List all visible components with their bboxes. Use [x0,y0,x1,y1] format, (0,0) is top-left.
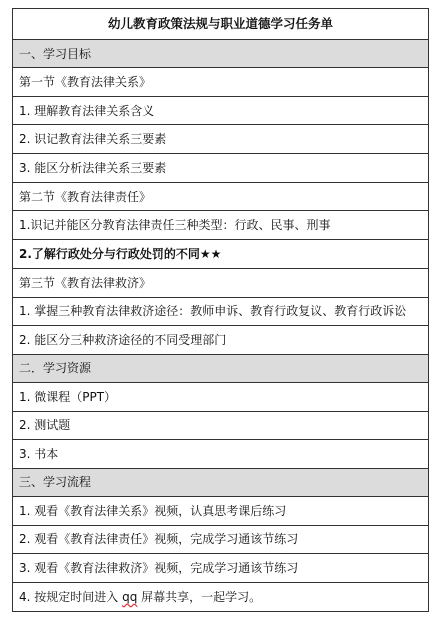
table-cell: 2. 能区分三种救济途径的不同受理部门 [13,326,429,355]
goal-line [13,68,429,97]
task-table [12,8,429,612]
table-cell: 1. 微课程（PPT） [13,382,429,411]
table-cell: 1. 掌握三种教育法律救济途径：教师申诉、教育行政复议、教育行政诉讼 [13,297,429,326]
table-cell: 2. 观看《教育法律责任》视频，完成学习通该节练习 [13,525,429,554]
goal-line [13,268,429,297]
table-cell: 1. 观看《教育法律关系》视频，认真思考课后练习 [13,496,429,525]
title-row [13,9,429,40]
table-cell: 2.了解行政处分与行政处罚的不同★★ [13,240,429,269]
table-cell: 1. 理解教育法律关系含义 [13,96,429,125]
section-heading: 三、学习流程 [13,468,429,496]
table-cell: 3. 观看《教育法律救济》视频，完成学习通该节练习 [13,554,429,583]
section-header-process [13,468,429,496]
process-line [13,554,429,583]
goal-line [13,125,429,154]
goal-line [13,96,429,125]
goal-line [13,154,429,183]
table-cell: 第二节《教育法律责任》 [13,182,429,211]
table-cell [13,583,429,612]
section-heading: 一、学习目标 [13,40,429,68]
goal-line [13,326,429,355]
table-cell: 3. 书本 [13,440,429,469]
resource-line [13,411,429,440]
table-cell: 第三节《教育法律救济》 [13,268,429,297]
process-line [13,583,429,612]
process-line [13,496,429,525]
section-header-resources [13,354,429,382]
resource-line [13,382,429,411]
goal-line [13,297,429,326]
table-cell: 3. 能区分析法律关系三要素 [13,154,429,183]
goal-line-emphasis [13,240,429,269]
process-text: 4. 按规定时间进入 [19,589,123,604]
table-cell: 1.识记并能区分教育法律责任三种类型：行政、民事、刑事 [13,211,429,240]
process-text: 屏幕共享，一起学习。 [137,589,262,604]
resource-line [13,440,429,469]
goal-line [13,182,429,211]
table-cell: 第一节《教育法律关系》 [13,68,429,97]
section-heading: 二．学习资源 [13,354,429,382]
goal-line [13,211,429,240]
table-cell: 2. 识记教育法律关系三要素 [13,125,429,154]
process-line [13,525,429,554]
task-sheet [12,8,429,612]
spellcheck-marked-word: qq [122,589,138,604]
table-cell: 2. 测试题 [13,411,429,440]
section-header-goals [13,40,429,68]
document-title: 幼儿教育政策法规与职业道德学习任务单 [13,9,429,40]
